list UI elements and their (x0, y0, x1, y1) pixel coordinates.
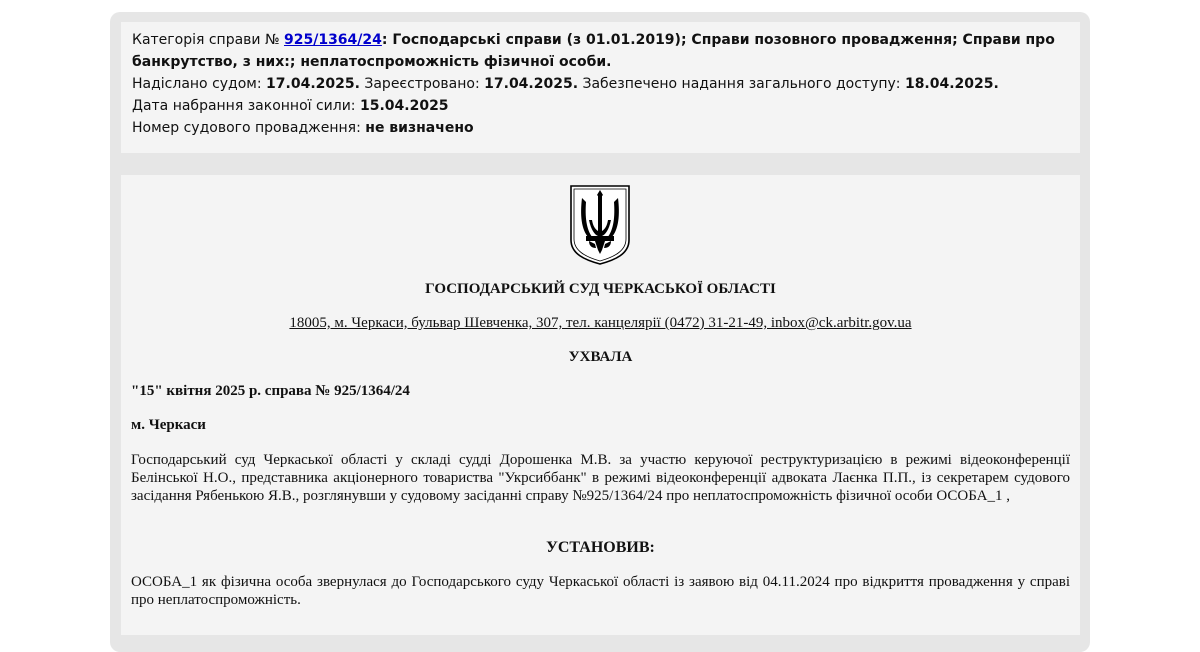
access-label: Забезпечено надання загального доступу: (578, 76, 905, 92)
category-text: : Господарські справи (з 01.01.2019); Справи позовного провадження; Справи про банкрутство, з них:; неплатоспроможність фізичної особи. (132, 32, 1055, 70)
document-body (121, 175, 1080, 635)
registered-label: Зареєстровано: (359, 76, 485, 92)
sent-value: 17.04.2025. (266, 76, 360, 92)
category-prefix: Категорія справи № (132, 32, 284, 48)
effective-date-row (132, 95, 1069, 117)
coat-of-arms-trident-icon (569, 184, 631, 266)
facts-paragraph: ОСОБА_1 як фізична особа звернулася до Господарського суду Черкаської області із заявою від 04.11.2024 про відкриття провадження у справі про неплатоспроможність. (131, 574, 1070, 608)
registered-value: 17.04.2025. (484, 76, 579, 92)
court-address-line: 18005, м. Черкаси, бульвар Шевченка, 307, тел. канцелярії (0472) 31-21-49, inbox@ck.arbitr.gov.ua (289, 315, 912, 331)
case-metadata-panel (121, 22, 1080, 153)
intro-paragraph: Господарський суд Черкаської області у складі судді Дорошенка М.В. за участю керуючої реструктуризацією в режимі відеоконференції Белінської Н.О., представника акціонерного товариства "Укрсиббанк" в режимі відеоконференції адвоката Лаєнка П.П., із секретарем судового засідання Рябенькою Я.В., розглянувши у судовому засіданні справу №925/1364/24 про неплатоспроможність фізичної особи ОСОБА_1 , (131, 452, 1070, 504)
city-line: м. Черкаси (131, 417, 206, 433)
proceeding-label: Номер судового провадження: (132, 120, 366, 136)
case-number-link[interactable]: 925/1364/24 (283, 32, 382, 48)
decision-date-line: "15" квітня 2025 р. справа № 925/1364/24 (131, 383, 410, 399)
proceeding-value: не визначено (365, 120, 474, 136)
established-heading: УСТАНОВИВ: (546, 539, 655, 556)
court-name-heading: ГОСПОДАРСЬКИЙ СУД ЧЕРКАСЬКОЇ ОБЛАСТІ (425, 281, 776, 297)
access-value: 18.04.2025. (904, 76, 999, 92)
document-title: УХВАЛА (568, 349, 633, 365)
dates-row (132, 73, 1069, 95)
sent-label: Надіслано судом: (132, 76, 267, 92)
case-category-row (132, 29, 1069, 73)
effective-label: Дата набрання законної сили: (132, 98, 360, 114)
effective-value: 15.04.2025 (359, 98, 449, 114)
proceeding-number-row (132, 117, 1069, 139)
